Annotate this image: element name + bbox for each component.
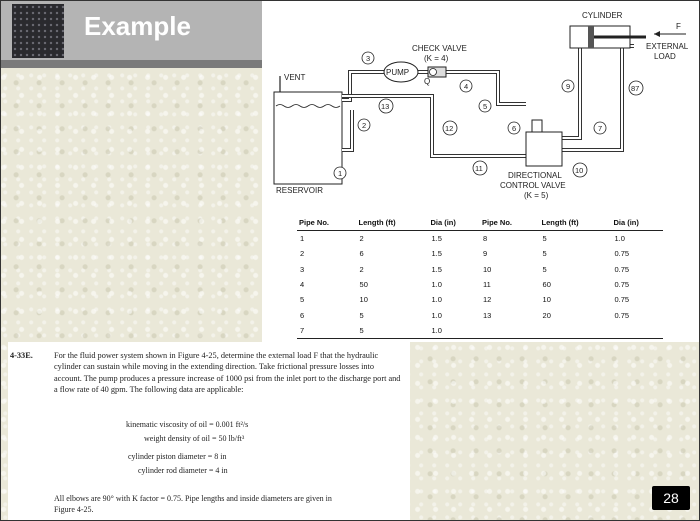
svg-text:12: 12 (445, 124, 454, 133)
table-cell: 1.5 (431, 234, 442, 244)
svg-text:3: 3 (366, 54, 371, 63)
svg-text:10: 10 (575, 166, 584, 175)
table-cell: 12 (482, 295, 492, 305)
table-cell: 6 (300, 310, 305, 320)
svg-text:11: 11 (475, 164, 483, 173)
footer-line-2: Figure 4-25. (54, 505, 94, 514)
table-header: Pipe No. (297, 214, 357, 231)
table-cell: 10 (542, 295, 551, 305)
table-cell: 8 (482, 234, 488, 244)
table-cell: 50 (359, 280, 368, 290)
table-cell: 1 (300, 234, 305, 244)
table-cell: 1.0 (431, 280, 442, 290)
svg-text:9: 9 (566, 82, 571, 91)
svg-text:7: 7 (598, 124, 603, 133)
check-valve-k-label: (K = 4) (424, 54, 449, 63)
table-cell: 9 (482, 249, 488, 259)
table-cell: 5 (357, 323, 429, 339)
svg-text:4: 4 (464, 82, 469, 91)
table-header: Dia (in) (428, 214, 480, 231)
table-cell: 0.75 (614, 264, 630, 274)
table-cell: 5 (542, 264, 547, 274)
table-cell: 2 (359, 234, 364, 244)
flow-label: Q (424, 77, 431, 86)
problem-statement: For the fluid power system shown in Figure 4-25, determine the external load F that the hydraulic cylinder can sustain while moving in the extending direction. Take frictional pressure losses into account. The pump produces a pressure increase of 1000 psi from the inlet port to the discharge port and a flow rate of 40 gpm. The following data are applicable: (54, 351, 401, 395)
table-cell: 1.0 (614, 234, 625, 244)
vent-label: VENT (284, 73, 306, 82)
table-cell: 5 (542, 249, 547, 259)
data-line-piston-diameter: cylinder piston diameter = 8 in (128, 452, 227, 461)
table-header: Dia (in) (611, 214, 663, 231)
check-valve-label: CHECK VALVE (412, 44, 467, 53)
slide-title: Example (84, 11, 191, 41)
directional-valve-label-2: CONTROL VALVE (500, 181, 566, 190)
table-cell: 13 (482, 310, 492, 320)
problem-number: 4-33E. (10, 351, 33, 360)
table-cell: 7 (297, 323, 357, 339)
pump-label: PUMP (386, 68, 410, 77)
svg-text:87: 87 (631, 84, 640, 93)
external-load-label-1: EXTERNAL (646, 42, 689, 51)
table-cell: 2 (359, 264, 364, 274)
directional-valve-label-1: DIRECTIONAL (508, 171, 562, 180)
table-cell: 5 (359, 310, 364, 320)
footer-line-1: All elbows are 90° with K factor = 0.75. Pipe lengths and inside diameters are given in (54, 494, 332, 503)
table-cell: 1.5 (431, 264, 442, 274)
force-label: F (676, 22, 681, 31)
reservoir-label: RESERVOIR (276, 186, 323, 195)
table-cell: 0.75 (614, 295, 630, 305)
data-line-viscosity: kinematic viscosity of oil = 0.001 ft²/s (126, 420, 249, 429)
cylinder-label: CYLINDER (582, 11, 623, 20)
table-cell: 0.75 (614, 249, 630, 259)
table-cell: 60 (542, 280, 551, 290)
svg-text:5: 5 (483, 102, 488, 111)
table-cell: 1.0 (431, 295, 442, 305)
data-line-density: weight density of oil = 50 lb/ft³ (144, 434, 245, 443)
table-cell: 0.75 (614, 280, 630, 290)
page-number-badge: 28 (652, 486, 690, 510)
table-cell: 3 (300, 264, 305, 274)
svg-text:6: 6 (512, 124, 517, 133)
table-cell: 0.75 (614, 310, 630, 320)
table-cell: 2 (300, 249, 305, 259)
data-line-rod-diameter: cylinder rod diameter = 4 in (138, 466, 228, 475)
directional-valve-label-3: (K = 5) (524, 191, 549, 200)
table-cell: 5 (542, 234, 547, 244)
svg-text:1: 1 (338, 169, 343, 178)
table-cell: 4 (300, 280, 305, 290)
svg-text:13: 13 (381, 102, 390, 111)
table-cell: 20 (542, 310, 551, 320)
table-header: Length (ft) (357, 214, 429, 231)
table-cell: 10 (482, 264, 492, 274)
external-load-label-2: LOAD (654, 52, 676, 61)
table-cell: 11 (482, 280, 491, 290)
table-cell: 1.5 (431, 249, 442, 259)
table-header: Length (ft) (540, 214, 612, 231)
table-header: Pipe No. (480, 214, 540, 231)
table-cell: 5 (300, 295, 305, 305)
table-cell: 10 (359, 295, 368, 305)
svg-text:2: 2 (362, 121, 367, 130)
table-cell: 1.0 (431, 310, 442, 320)
table-cell: 1.0 (428, 323, 480, 339)
table-cell: 6 (359, 249, 364, 259)
